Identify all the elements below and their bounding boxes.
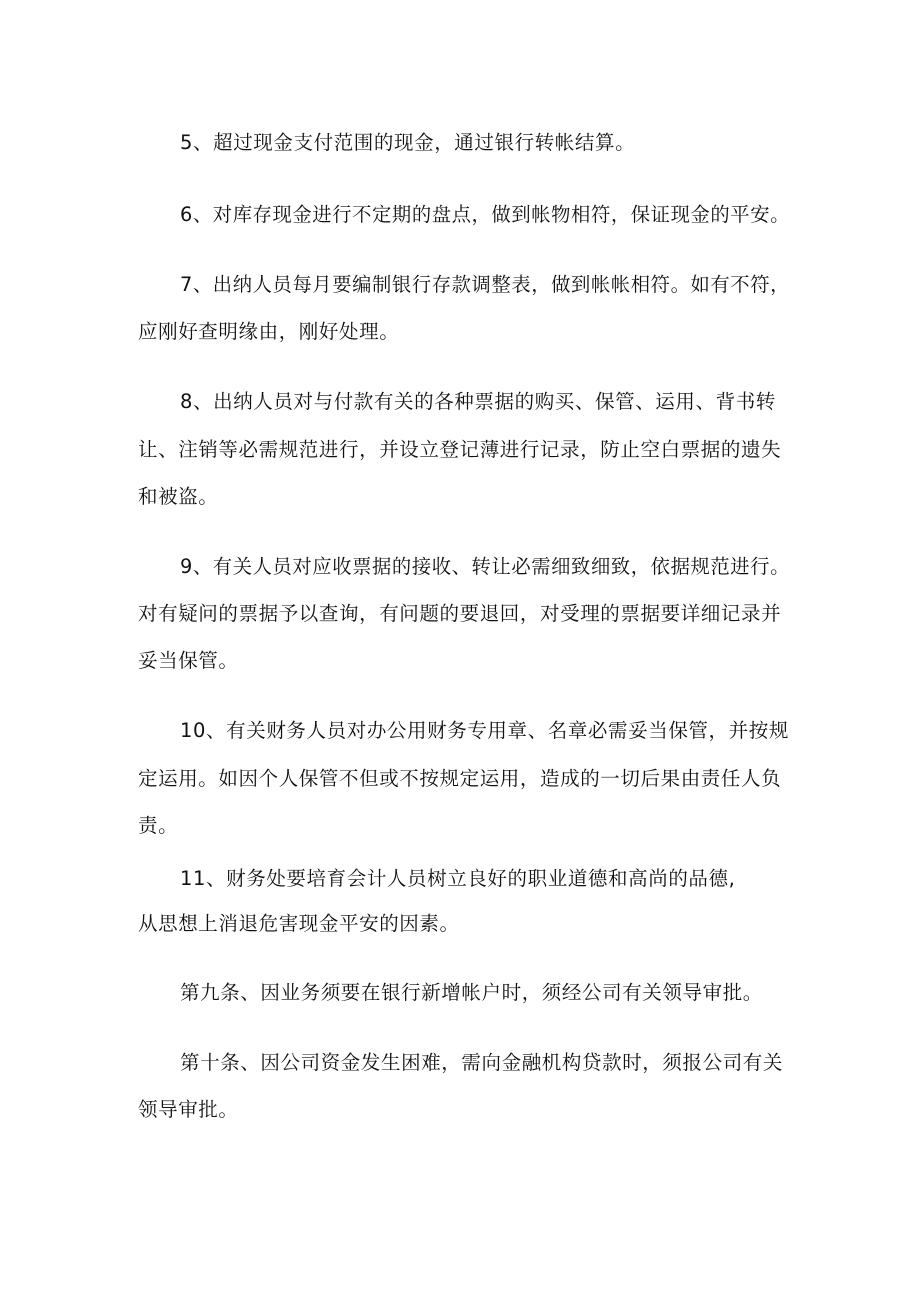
item-8-line-1: 8、出纳人员对与付款有关的各种票据的购买、保管、运用、背书转 (180, 390, 776, 413)
item-8-line-2: 让、注销等必需规范进行，并设立登记薄进行记录，防止空白票据的遗失 (138, 438, 782, 461)
article-9-line-1: 第九条、因业务须要在银行新增帐户时，须经公司有关领导审批。 (180, 981, 763, 1004)
item-5-line-1: 5、超过现金支付范围的现金，通过银行转帐结算。 (180, 131, 636, 154)
item-10-line-2: 定运用。如因个人保管不但或不按规定运用，造成的一切后果由责任人负 (138, 767, 782, 790)
article-10-line-1: 第十条、因公司资金发生困难，需向金融机构贷款时，须报公司有关 (180, 1051, 784, 1074)
article-10-line-2: 领导审批。 (138, 1098, 239, 1121)
item-10-line-1: 10、有关财务人员对办公用财务专用章、名章必需妥当保管，并按规 (180, 719, 789, 742)
item-9-line-1: 9、有关人员对应收票据的接收、转让必需细致细致，依据规范进行。 (180, 555, 791, 578)
item-9-line-2: 对有疑问的票据予以查询，有问题的要退回，对受理的票据要详细记录并 (138, 602, 782, 625)
item-11-line-2: 从思想上消退危害现金平安的因素。 (138, 912, 460, 935)
item-9-line-3: 妥当保管。 (138, 649, 239, 672)
item-10-line-3: 责。 (138, 814, 179, 837)
item-6-line-1: 6、对库存现金进行不定期的盘点，做到帐物相符，保证现金的平安。 (180, 203, 791, 226)
item-8-line-3: 和被盗。 (138, 485, 219, 508)
item-11-line-1: 11、财务处要培育会计人员树立良好的职业道德和高尚的品德, (180, 867, 736, 890)
item-7-line-2: 应刚好查明缘由，刚好处理。 (138, 320, 400, 343)
item-7-line-1: 7、出纳人员每月要编制银行存款调整表，做到帐帐相符。如有不符， (180, 273, 791, 296)
